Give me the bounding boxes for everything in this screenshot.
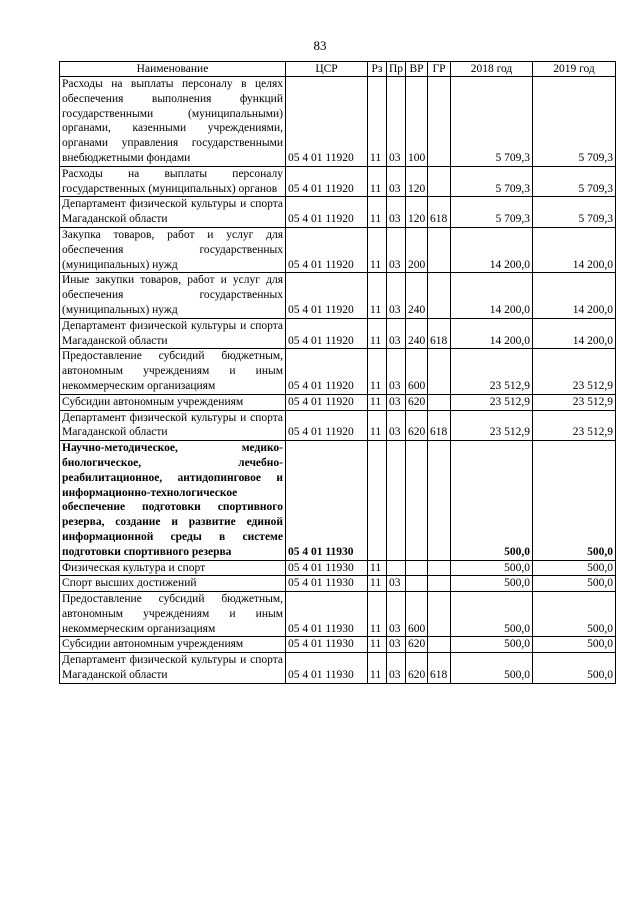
cell-2018: 14 200,0 <box>451 273 533 318</box>
cell-2018: 5 709,3 <box>451 197 533 228</box>
table-row <box>60 227 616 272</box>
cell-gr <box>428 576 451 592</box>
cell-name: Департамент физической культуры и спорта Магаданской области <box>60 318 286 349</box>
cell-name: Расходы на выплаты персоналу государственных (муниципальных) органов <box>60 166 286 197</box>
header-vr: ВР <box>406 62 428 77</box>
cell-vr: 620 <box>406 410 428 441</box>
header-name: Наименование <box>60 62 286 77</box>
cell-2019: 500,0 <box>533 653 616 684</box>
cell-rz: 11 <box>368 166 387 197</box>
cell-csr: 05 4 01 11930 <box>286 560 368 576</box>
cell-2018: 500,0 <box>451 560 533 576</box>
cell-2019: 23 512,9 <box>533 394 616 410</box>
header-csr: ЦСР <box>286 62 368 77</box>
table-row <box>60 197 616 228</box>
cell-2018: 23 512,9 <box>451 349 533 394</box>
cell-gr <box>428 441 451 560</box>
cell-vr <box>406 560 428 576</box>
cell-pr: 03 <box>387 576 406 592</box>
header-2018: 2018 год <box>451 62 533 77</box>
cell-gr: 618 <box>428 410 451 441</box>
cell-2019: 500,0 <box>533 592 616 637</box>
table-row <box>60 166 616 197</box>
cell-csr: 05 4 01 11930 <box>286 637 368 653</box>
cell-name: Спорт высших достижений <box>60 576 286 592</box>
cell-2019: 500,0 <box>533 441 616 560</box>
cell-name: Физическая культура и спорт <box>60 560 286 576</box>
cell-pr: 03 <box>387 410 406 441</box>
cell-name: Научно-методическое, медико-биологическое, лечебно-реабилитационное, антидопинговое и информационно-технологическое обеспечение подготовки спортивного резерва, создание и развитие единой информационной среды в системе подготовки спортивного резерва <box>60 441 286 560</box>
table-row <box>60 592 616 637</box>
cell-rz: 11 <box>368 349 387 394</box>
cell-rz: 11 <box>368 227 387 272</box>
cell-pr: 03 <box>387 349 406 394</box>
cell-2018: 14 200,0 <box>451 318 533 349</box>
cell-rz: 11 <box>368 410 387 441</box>
cell-csr: 05 4 01 11930 <box>286 576 368 592</box>
cell-csr: 05 4 01 11920 <box>286 197 368 228</box>
cell-rz: 11 <box>368 197 387 228</box>
cell-csr: 05 4 01 11920 <box>286 227 368 272</box>
cell-name: Иные закупки товаров, работ и услуг для обеспечения государственных (муниципальных) нужд <box>60 273 286 318</box>
table-body <box>60 77 616 684</box>
cell-pr <box>387 560 406 576</box>
cell-2018: 500,0 <box>451 441 533 560</box>
cell-name: Предоставление субсидий бюджетным, автономным учреждениям и иным некоммерческим организациям <box>60 349 286 394</box>
cell-2019: 14 200,0 <box>533 227 616 272</box>
cell-rz: 11 <box>368 318 387 349</box>
cell-gr <box>428 637 451 653</box>
cell-name: Департамент физической культуры и спорта Магаданской области <box>60 197 286 228</box>
cell-vr: 240 <box>406 273 428 318</box>
cell-csr: 05 4 01 11920 <box>286 77 368 167</box>
cell-gr <box>428 227 451 272</box>
cell-name: Субсидии автономным учреждениям <box>60 637 286 653</box>
cell-gr <box>428 560 451 576</box>
cell-rz: 11 <box>368 560 387 576</box>
cell-2018: 500,0 <box>451 653 533 684</box>
cell-rz: 11 <box>368 77 387 167</box>
table-row <box>60 576 616 592</box>
header-rz: Рз <box>368 62 387 77</box>
table-row <box>60 318 616 349</box>
cell-name: Предоставление субсидий бюджетным, автономным учреждениям и иным некоммерческим организациям <box>60 592 286 637</box>
cell-vr: 200 <box>406 227 428 272</box>
cell-vr: 600 <box>406 349 428 394</box>
cell-2019: 5 709,3 <box>533 197 616 228</box>
cell-csr: 05 4 01 11930 <box>286 441 368 560</box>
cell-pr: 03 <box>387 394 406 410</box>
cell-vr: 240 <box>406 318 428 349</box>
cell-pr: 03 <box>387 637 406 653</box>
cell-vr: 620 <box>406 637 428 653</box>
cell-2019: 14 200,0 <box>533 273 616 318</box>
table-row <box>60 410 616 441</box>
cell-name: Субсидии автономным учреждениям <box>60 394 286 410</box>
header-gr: ГР <box>428 62 451 77</box>
cell-vr <box>406 441 428 560</box>
cell-csr: 05 4 01 11920 <box>286 394 368 410</box>
cell-pr: 03 <box>387 592 406 637</box>
table-header-row <box>60 62 616 77</box>
cell-rz: 11 <box>368 592 387 637</box>
cell-gr <box>428 273 451 318</box>
cell-2018: 14 200,0 <box>451 227 533 272</box>
cell-2018: 5 709,3 <box>451 166 533 197</box>
cell-csr: 05 4 01 11920 <box>286 410 368 441</box>
table-row <box>60 349 616 394</box>
cell-pr: 03 <box>387 318 406 349</box>
table-row <box>60 637 616 653</box>
cell-csr: 05 4 01 11920 <box>286 273 368 318</box>
cell-gr <box>428 592 451 637</box>
cell-rz: 11 <box>368 653 387 684</box>
cell-2019: 500,0 <box>533 576 616 592</box>
cell-gr <box>428 349 451 394</box>
cell-gr <box>428 394 451 410</box>
table-row <box>60 273 616 318</box>
cell-gr <box>428 166 451 197</box>
cell-csr: 05 4 01 11930 <box>286 592 368 637</box>
cell-gr: 618 <box>428 653 451 684</box>
cell-name: Департамент физической культуры и спорта Магаданской области <box>60 653 286 684</box>
cell-name: Департамент физической культуры и спорта Магаданской области <box>60 410 286 441</box>
table-row <box>60 77 616 167</box>
cell-pr: 03 <box>387 166 406 197</box>
cell-rz: 11 <box>368 273 387 318</box>
cell-csr: 05 4 01 11920 <box>286 349 368 394</box>
cell-vr <box>406 576 428 592</box>
cell-2018: 5 709,3 <box>451 77 533 167</box>
cell-pr <box>387 441 406 560</box>
cell-pr: 03 <box>387 273 406 318</box>
table-row <box>60 441 616 560</box>
cell-name: Расходы на выплаты персоналу в целях обеспечения выполнения функций государственными (муниципальными) органами, казенными учреждениями, органами управления государственными внебюджетными фондами <box>60 77 286 167</box>
header-pr: Пр <box>387 62 406 77</box>
budget-table <box>59 61 616 684</box>
page-number: 83 <box>313 38 327 53</box>
cell-2019: 5 709,3 <box>533 166 616 197</box>
cell-gr <box>428 77 451 167</box>
cell-rz: 11 <box>368 394 387 410</box>
cell-2019: 23 512,9 <box>533 349 616 394</box>
cell-2019: 23 512,9 <box>533 410 616 441</box>
cell-2019: 5 709,3 <box>533 77 616 167</box>
cell-2018: 500,0 <box>451 637 533 653</box>
cell-pr: 03 <box>387 227 406 272</box>
cell-pr: 03 <box>387 197 406 228</box>
cell-csr: 05 4 01 11930 <box>286 653 368 684</box>
cell-2018: 500,0 <box>451 576 533 592</box>
cell-name: Закупка товаров, работ и услуг для обеспечения государственных (муниципальных) нужд <box>60 227 286 272</box>
table-row <box>60 653 616 684</box>
cell-vr: 120 <box>406 197 428 228</box>
cell-2018: 23 512,9 <box>451 410 533 441</box>
cell-rz <box>368 441 387 560</box>
cell-csr: 05 4 01 11920 <box>286 166 368 197</box>
cell-rz: 11 <box>368 576 387 592</box>
cell-pr: 03 <box>387 653 406 684</box>
cell-vr: 100 <box>406 77 428 167</box>
table-row <box>60 394 616 410</box>
cell-rz: 11 <box>368 637 387 653</box>
cell-2019: 14 200,0 <box>533 318 616 349</box>
header-2019: 2019 год <box>533 62 616 77</box>
cell-gr: 618 <box>428 318 451 349</box>
cell-csr: 05 4 01 11920 <box>286 318 368 349</box>
cell-vr: 120 <box>406 166 428 197</box>
cell-vr: 620 <box>406 394 428 410</box>
cell-gr: 618 <box>428 197 451 228</box>
cell-2019: 500,0 <box>533 637 616 653</box>
cell-vr: 600 <box>406 592 428 637</box>
cell-pr: 03 <box>387 77 406 167</box>
cell-vr: 620 <box>406 653 428 684</box>
table-row <box>60 560 616 576</box>
cell-2018: 500,0 <box>451 592 533 637</box>
cell-2019: 500,0 <box>533 560 616 576</box>
cell-2018: 23 512,9 <box>451 394 533 410</box>
